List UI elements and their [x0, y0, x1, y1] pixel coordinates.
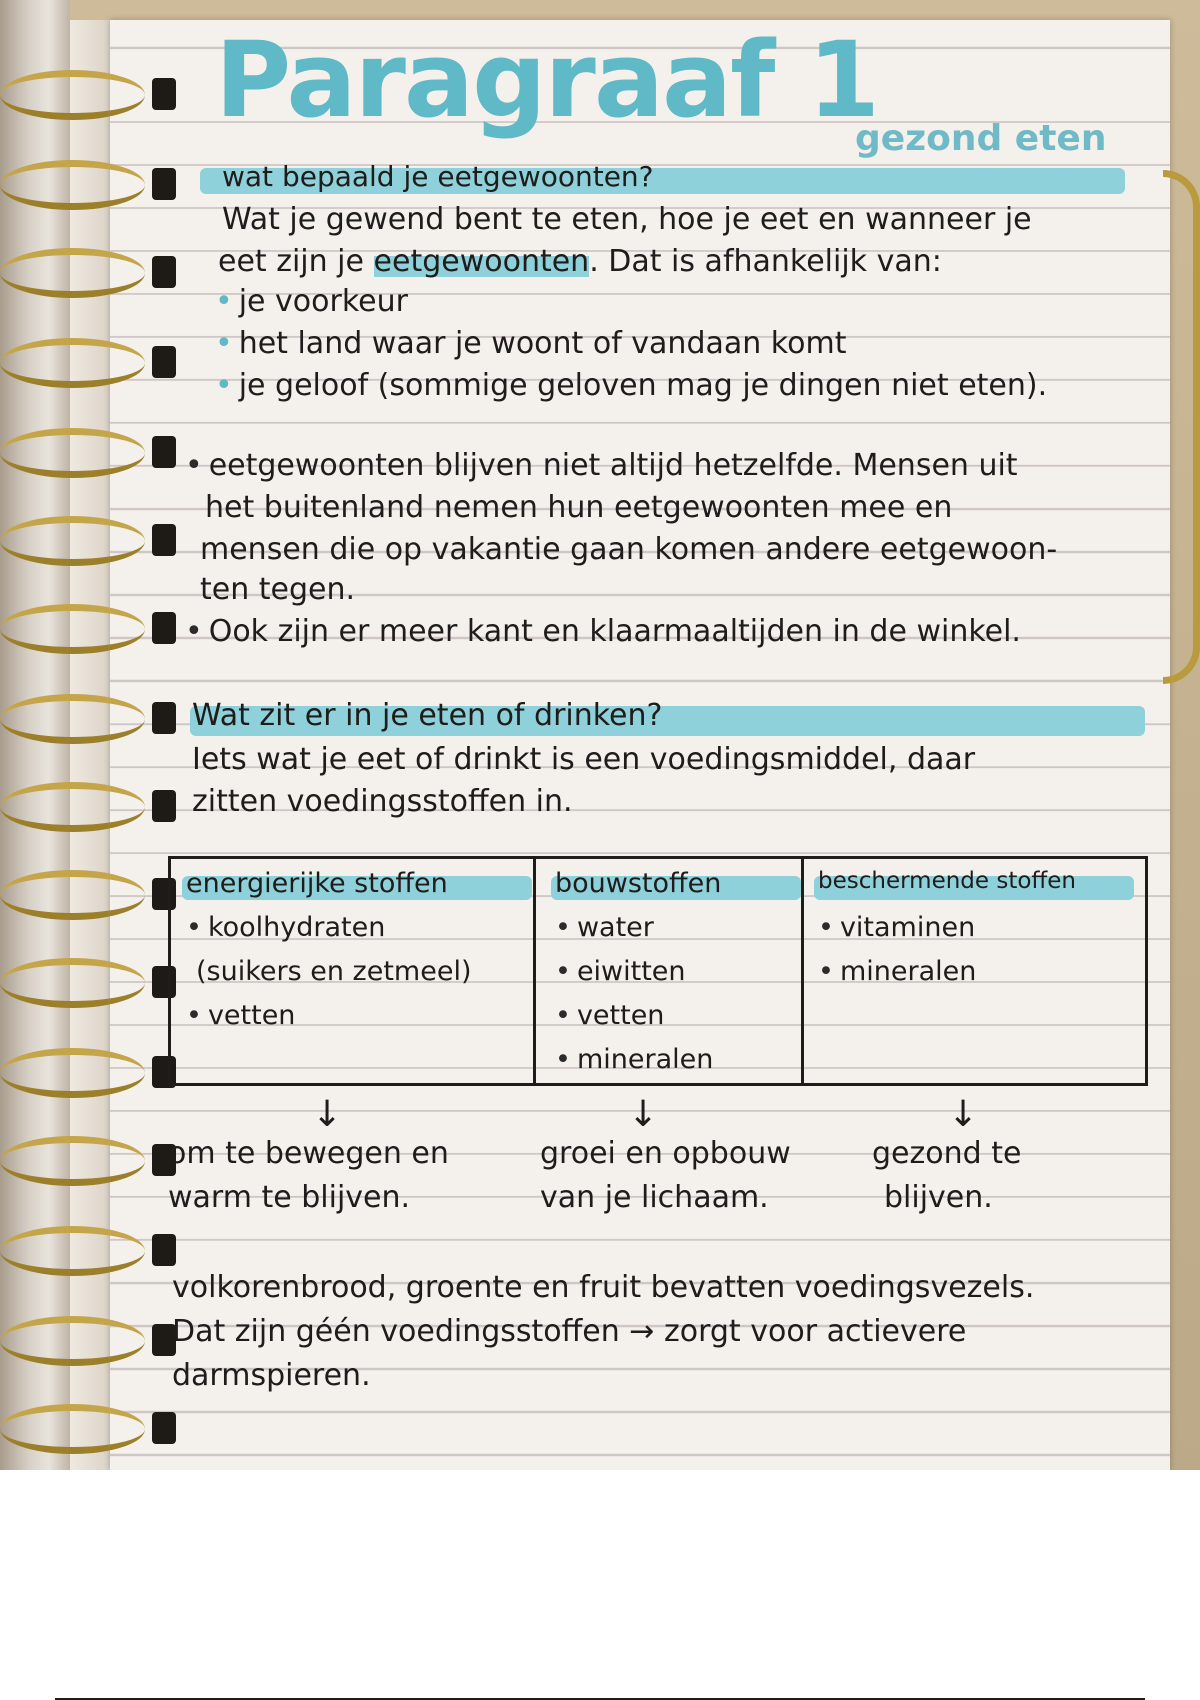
- arrow-caption: blijven.: [884, 1180, 993, 1215]
- section2-p1-line: • eetgewoonten blijven niet altijd hetzelfde. Mensen uit: [185, 448, 1018, 483]
- spiral-ring: [0, 694, 145, 744]
- spiral-ring: [0, 248, 145, 298]
- section1-heading: wat bepaald je eetgewoonten?: [222, 160, 654, 193]
- down-arrow-icon: ↓: [312, 1094, 343, 1135]
- spiral-ring: [0, 516, 145, 566]
- section1-bullet: • je voorkeur: [215, 284, 408, 319]
- punch-hole: [152, 790, 176, 822]
- punch-hole: [152, 256, 176, 288]
- down-arrow-icon: ↓: [628, 1094, 659, 1135]
- table-header: bouwstoffen: [555, 868, 722, 899]
- section1-bullet: • het land waar je woont of vandaan komt: [215, 326, 846, 361]
- section3-line2: zitten voedingsstoffen in.: [192, 784, 573, 819]
- table-cell: • vetten: [555, 1000, 664, 1031]
- page-subtitle: gezond eten: [855, 118, 1107, 159]
- punch-hole: [152, 1234, 176, 1266]
- table-divider: [533, 859, 536, 1083]
- arrow-caption: om te bewegen en: [168, 1136, 449, 1171]
- section1-line2-pre: eet zijn je: [218, 244, 364, 279]
- punch-hole: [152, 612, 176, 644]
- punch-hole: [152, 1412, 176, 1444]
- section2-p1-line: ten tegen.: [200, 572, 356, 607]
- section3-heading: Wat zit er in je eten of drinken?: [192, 698, 663, 733]
- spiral-ring: [0, 428, 145, 478]
- section2-p2: • Ook zijn er meer kant en klaarmaaltijden in de winkel.: [185, 614, 1021, 649]
- spiral-ring: [0, 1226, 145, 1276]
- table-cell: • vetten: [186, 1000, 295, 1031]
- punch-hole: [152, 168, 176, 200]
- spiral-ring: [0, 1316, 145, 1366]
- down-arrow-icon: ↓: [948, 1094, 979, 1135]
- punch-hole: [152, 346, 176, 378]
- table-header: beschermende stoffen: [818, 868, 1076, 894]
- spiral-ring: [0, 958, 145, 1008]
- section2-p1-line: mensen die op vakantie gaan komen andere eetgewoon-: [200, 532, 1058, 567]
- spiral-ring: [0, 70, 145, 120]
- table-header: energierijke stoffen: [186, 868, 448, 899]
- arrow-caption: gezond te: [872, 1136, 1022, 1171]
- table-cell: • eiwitten: [555, 956, 686, 987]
- table-cell: • mineralen: [818, 956, 976, 987]
- section4-line2: Dat zijn géén voedingsstoffen → zorgt voor actievere: [172, 1314, 967, 1349]
- page-title: Paragraaf 1: [215, 19, 878, 141]
- section1-line2-post: . Dat is afhankelijk van:: [589, 244, 942, 279]
- arrow-caption: warm te blijven.: [168, 1180, 411, 1215]
- spiral-ring: [0, 1048, 145, 1098]
- spiral-ring: [0, 604, 145, 654]
- punch-hole: [152, 524, 176, 556]
- spiral-ring: [0, 160, 145, 210]
- arrow-caption: groei en opbouw: [540, 1136, 791, 1171]
- punch-hole: [152, 436, 176, 468]
- section1-line1: Wat je gewend bent te eten, hoe je eet en wanneer je: [222, 202, 1032, 237]
- punch-hole: [152, 702, 176, 734]
- arrow-caption: van je lichaam.: [540, 1180, 769, 1215]
- section4-line1: volkorenbrood, groente en fruit bevatten voedingsvezels.: [172, 1270, 1035, 1305]
- section2-p1-line: het buitenland nemen hun eetgewoonten mee en: [205, 490, 953, 525]
- table-cell: • mineralen: [555, 1044, 713, 1075]
- eetgewoonten-highlight: eetgewoonten: [373, 244, 590, 279]
- spiral-ring: [0, 1404, 145, 1454]
- spiral-ring: [0, 1136, 145, 1186]
- spiral-ring: [0, 338, 145, 388]
- table-cell: • water: [555, 912, 654, 943]
- table-cell: • vitaminen: [818, 912, 975, 943]
- table-divider: [801, 859, 804, 1083]
- table-cell: (suikers en zetmeel): [196, 956, 472, 987]
- section1-bullet: • je geloof (sommige geloven mag je dingen niet eten).: [215, 368, 1047, 403]
- section1-line2: [218, 244, 942, 279]
- elastic-band: [1163, 170, 1200, 684]
- spiral-ring: [0, 782, 145, 832]
- section3-line1: Iets wat je eet of drinkt is een voedingsmiddel, daar: [192, 742, 976, 777]
- table-cell: • koolhydraten: [186, 912, 385, 943]
- spiral-ring: [0, 870, 145, 920]
- punch-hole: [152, 78, 176, 110]
- section4-line3: darmspieren.: [172, 1358, 371, 1393]
